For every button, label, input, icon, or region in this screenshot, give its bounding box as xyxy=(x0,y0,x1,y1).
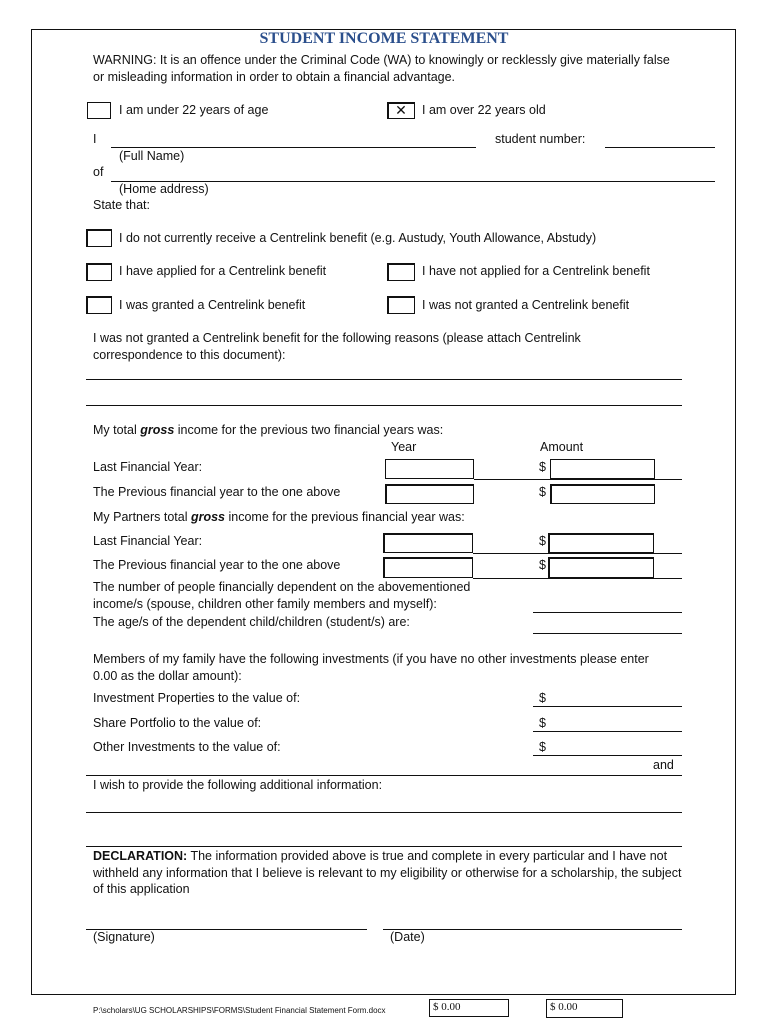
student-number-label: student number: xyxy=(495,132,586,146)
of-label: of xyxy=(93,165,104,179)
signature-caption: (Signature) xyxy=(93,930,155,944)
declaration-heading: DECLARATION: xyxy=(93,849,188,863)
not-granted-checkbox[interactable] xyxy=(387,296,415,314)
granted-checkbox[interactable] xyxy=(86,296,112,314)
gross-prefix: My total xyxy=(93,423,141,437)
prev-fy-year-input[interactable] xyxy=(385,484,474,504)
amount-column-header: Amount xyxy=(540,440,584,454)
partner-last-fy-label: Last Financial Year: xyxy=(93,534,203,548)
inv-property-field[interactable] xyxy=(533,706,682,707)
over-22-label: I am over 22 years old xyxy=(422,103,546,117)
under-22-checkbox[interactable] xyxy=(87,102,111,119)
gross-income-heading xyxy=(93,423,443,437)
dollar-sign: $ xyxy=(539,534,546,548)
declaration-text xyxy=(93,848,683,898)
last-fy-label: Last Financial Year: xyxy=(93,460,203,474)
dependent-ages-field[interactable] xyxy=(533,633,682,634)
full-name-caption: (Full Name) xyxy=(119,149,185,163)
last-fy-year-input[interactable] xyxy=(385,459,474,479)
dollar-sign: $ xyxy=(539,691,546,705)
reasons-line-1[interactable] xyxy=(86,379,682,380)
home-address-caption: (Home address) xyxy=(119,182,209,196)
full-name-field[interactable] xyxy=(111,147,476,148)
declaration-body: The information provided above is true and complete in every particular and I have not withheld any information that I believe is relevant to my eligibility or otherwise for a scholarship, the subject of this application xyxy=(93,849,682,896)
no-benefit-checkbox[interactable] xyxy=(86,229,112,247)
partner-prev-fy-year-input[interactable] xyxy=(383,557,473,578)
row-underline xyxy=(474,479,682,480)
checked-x-icon: ✕ xyxy=(395,102,407,118)
applied-label: I have applied for a Centrelink benefit xyxy=(119,264,327,278)
granted-label: I was granted a Centrelink benefit xyxy=(119,298,306,312)
partner-prefix: My Partners total xyxy=(93,510,191,524)
gross-suffix: income for the previous two financial years was: xyxy=(174,423,444,437)
form-title: STUDENT INCOME STATEMENT xyxy=(259,30,509,47)
date-caption: (Date) xyxy=(390,930,425,944)
gross-word: gross xyxy=(140,423,175,437)
over-22-checkbox[interactable] xyxy=(387,102,415,119)
dependent-ages-label: The age/s of the dependent child/children (student/s) are: xyxy=(93,615,410,629)
partner-last-fy-year-input[interactable] xyxy=(383,533,473,553)
dollar-sign: $ xyxy=(539,558,546,572)
student-number-field[interactable] xyxy=(605,147,715,148)
inv-property-label: Investment Properties to the value of: xyxy=(93,691,301,705)
not-granted-label: I was not granted a Centrelink benefit xyxy=(422,298,630,312)
state-that-label: State that: xyxy=(93,198,150,212)
gross-word: gross xyxy=(190,510,225,524)
investments-intro: Members of my family have the following investments (if you have no other investments please enter 0.00 as the dollar amount): xyxy=(93,652,649,683)
date-field[interactable] xyxy=(383,929,682,930)
i-label: I xyxy=(93,132,97,146)
additional-info-line-2[interactable] xyxy=(86,846,682,847)
no-benefit-label: I do not currently receive a Centrelink benefit (e.g. Austudy, Youth Allowance, Abstudy) xyxy=(119,231,597,245)
partner-prev-fy-label: The Previous financial year to the one above xyxy=(93,558,341,572)
inv-other-label: Other Investments to the value of: xyxy=(93,740,281,754)
dollar-sign: $ xyxy=(539,740,546,754)
partner-income-heading xyxy=(93,510,465,524)
footer-total-box-2: $ 0.00 xyxy=(546,999,623,1018)
file-path: P:\scholars\UG SCHOLARSHIPS\FORMS\Student Financial Statement Form.docx xyxy=(93,1006,386,1015)
applied-checkbox[interactable] xyxy=(86,263,112,281)
dependents-text: The number of people financially dependent on the abovementioned income/s (spouse, children other family members and myself): xyxy=(93,580,471,611)
and-label: and xyxy=(653,758,674,772)
inv-other-field[interactable] xyxy=(533,755,682,756)
inv-shares-field[interactable] xyxy=(533,731,682,732)
partner-prev-fy-amount-input[interactable] xyxy=(548,557,654,578)
not-applied-label: I have not applied for a Centrelink benefit xyxy=(422,264,650,278)
partner-last-fy-amount-input[interactable] xyxy=(548,533,654,553)
row-underline xyxy=(473,553,682,554)
dollar-sign: $ xyxy=(539,460,546,474)
under-22-label: I am under 22 years of age xyxy=(119,103,269,117)
last-fy-amount-input[interactable] xyxy=(550,459,655,479)
section-divider xyxy=(86,775,682,776)
reasons-line-2[interactable] xyxy=(86,405,682,406)
not-applied-checkbox[interactable] xyxy=(387,263,415,281)
additional-info-line-1[interactable] xyxy=(86,812,682,813)
dollar-sign: $ xyxy=(539,716,546,730)
inv-shares-label: Share Portfolio to the value of: xyxy=(93,716,262,730)
not-granted-reasons-text: I was not granted a Centrelink benefit for the following reasons (please attach Centrelink correspondence to this document): xyxy=(93,331,581,362)
prev-fy-amount-input[interactable] xyxy=(550,484,655,504)
dependents-field[interactable] xyxy=(533,612,682,613)
year-column-header: Year xyxy=(391,440,417,454)
dollar-sign: $ xyxy=(539,485,546,499)
partner-suffix: income for the previous financial year was: xyxy=(225,510,465,524)
prev-fy-label: The Previous financial year to the one above xyxy=(93,485,341,499)
warning-text: WARNING: It is an offence under the Criminal Code (WA) to knowingly or recklessly give materially false or misleading information in order to obtain a financial advantage. xyxy=(93,53,670,84)
footer-total-box-1: $ 0.00 xyxy=(429,999,509,1017)
additional-info-label: I wish to provide the following additional information: xyxy=(93,778,383,792)
